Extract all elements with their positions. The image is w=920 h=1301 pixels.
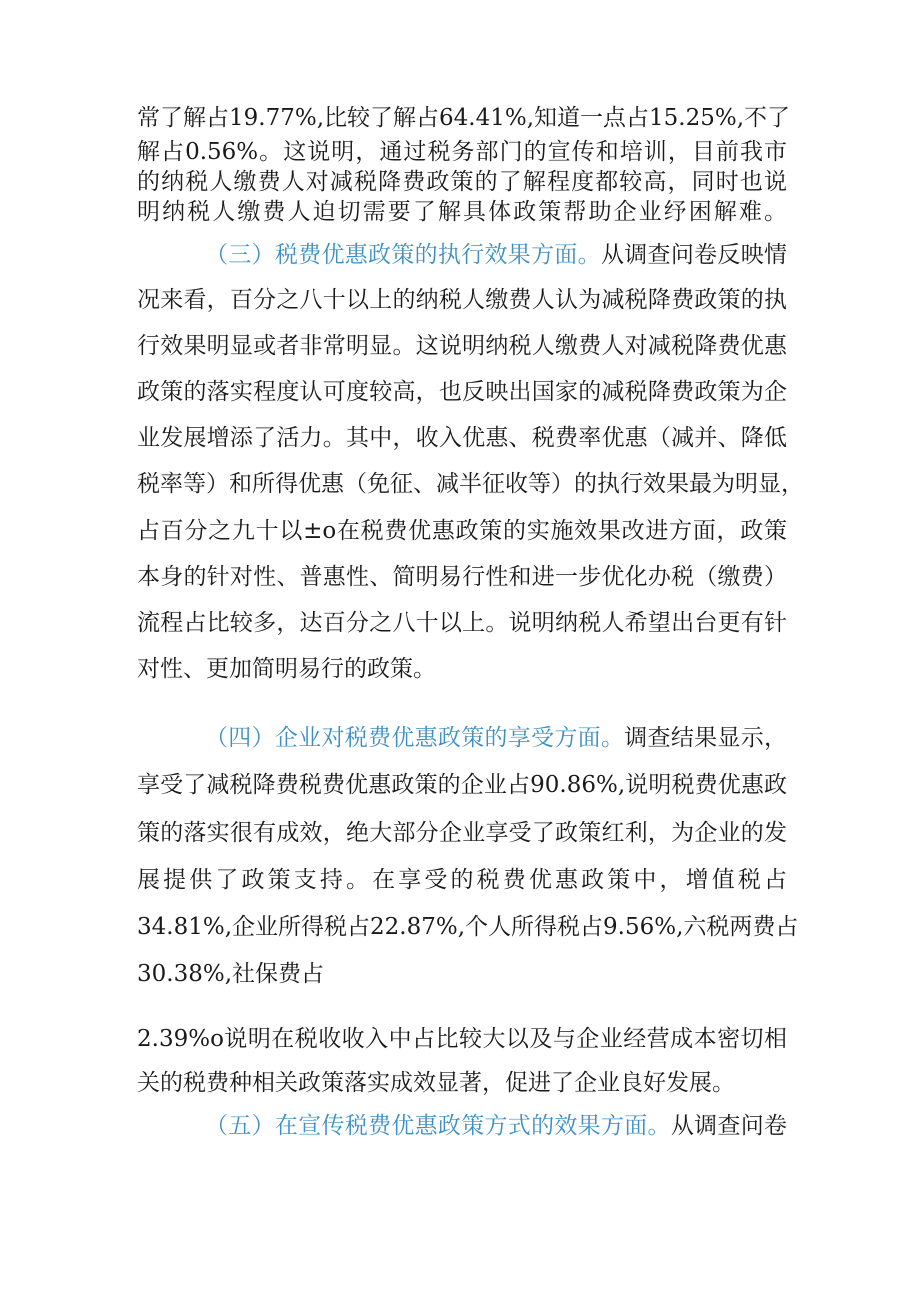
section-heading: （四）企业对税费优惠政策的享受方面。 [205, 725, 625, 751]
text-line: 业发展增添了活力。其中，收入优惠、税费率优惠（减并、降低 [137, 425, 787, 451]
text-line: 的纳税人缴费人对减税降费政策的了解程度都较高，同时也说 [137, 169, 787, 195]
paragraph-first-line [205, 723, 787, 753]
text-line: 34.81%,企业所得税占22.87%,个人所得税占9.56%,六税两费占 [137, 914, 799, 940]
paragraph-first-line [205, 240, 787, 270]
text-line: 常了解占19.77%,比较了解占64.41%,知道一点占15.25%,不了 [137, 105, 791, 131]
text-span: 调查结果显示， [624, 725, 788, 751]
text-line: 政策的落实程度认可度较高，也反映出国家的减税降费政策为企 [137, 379, 787, 405]
text-line: 行效果明显或者非常明显。这说明纳税人缴费人对减税降费优惠 [137, 333, 787, 359]
text-line: 流程占比较多，达百分之八十以上。说明纳税人希望出台更有针 [137, 610, 787, 636]
text-line: 明纳税人缴费人迫切需要了解具体政策帮助企业纾困解难。 [137, 199, 787, 225]
text-line: 本身的针对性、普惠性、简明易行性和进一步优化办税（缴费） [137, 564, 787, 590]
text-line: 税率等）和所得优惠（免征、减半征收等）的执行效果最为明显， [137, 471, 804, 497]
text-line: 30.38%,社保费占 [137, 961, 325, 987]
text-line: 解占0.56%。这说明，通过税务部门的宣传和培训，目前我市 [137, 139, 787, 165]
section-heading: （三）税费优惠政策的执行效果方面。 [205, 242, 601, 268]
text-line: 况来看，百分之八十以上的纳税人缴费人认为减税降费政策的执 [137, 287, 787, 313]
text-line: 展提供了政策支持。在享受的税费优惠政策中，增值税占 [137, 867, 787, 893]
text-line: 对性、更加简明易行的政策。 [137, 656, 436, 682]
text-line: 享受了减税降费税费优惠政策的企业占90.86%,说明税费优惠政 [137, 772, 787, 798]
text-line: 关的税费种相关政策落实成效显著，促进了企业良好发展。 [137, 1070, 735, 1096]
text-line: 占百分之九十以±o在税费优惠政策的实施效果改进方面，政策 [137, 518, 787, 544]
text-span: 从调查问卷 [670, 1113, 788, 1139]
text-line: 策的落实很有成效，绝大部分企业享受了政策红利，为企业的发 [137, 820, 787, 846]
paragraph-first-line [205, 1111, 787, 1141]
text-span: 从调查问卷反映情 [600, 242, 788, 268]
section-heading: （五）在宣传税费优惠政策方式的效果方面。 [205, 1113, 671, 1139]
text-line: 2.39%o说明在税收收入中占比较大以及与企业经营成本密切相 [137, 1026, 787, 1052]
